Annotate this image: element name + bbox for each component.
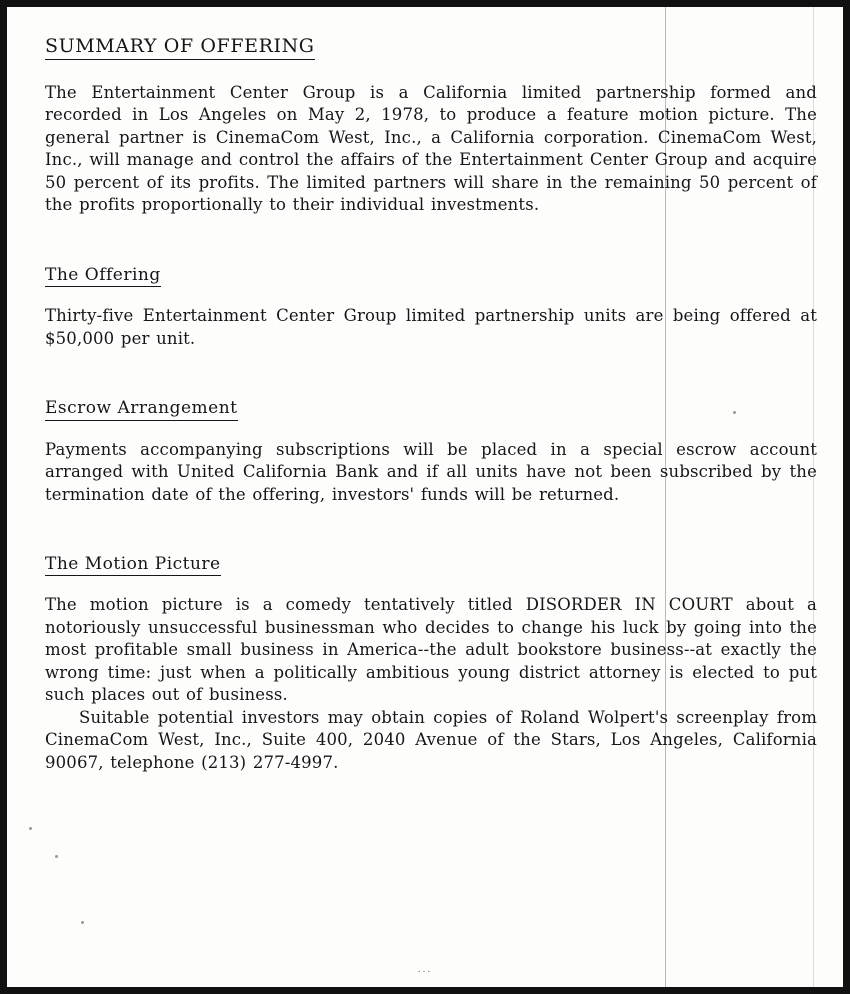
page-title: SUMMARY OF OFFERING: [45, 35, 315, 60]
section-gap: [45, 380, 817, 398]
footer-marker: ...: [417, 963, 433, 975]
paper-speck: [29, 827, 32, 830]
paper-speck: [55, 855, 58, 858]
section-summary-of-offering: [45, 35, 817, 217]
paragraph: Suitable potential investors may obtain copies of Roland Wolpert's screenplay from CinemaCom West, Inc., Suite 400, 2040 Avenue of the Stars, Los Angeles, California 90067, telephone (213) 277-4997.: [45, 707, 817, 772]
section-the-motion-picture: [45, 554, 817, 774]
paper-sheet: [7, 7, 843, 987]
section-the-offering: [45, 265, 817, 350]
document-body: [45, 35, 817, 804]
section-heading-the-motion-picture: The Motion Picture: [45, 554, 221, 576]
paragraph: The motion picture is a comedy tentatively titled DISORDER IN COURT about a notoriously unsuccessful businessman who decides to change his luck by going into the most profitable small business in America--the adult bookstore business--at exactly the wrong time: just when a politically ambitious young district attorney is elected to put such places out of business.: [45, 595, 817, 705]
section-escrow-arrangement: [45, 398, 817, 506]
section-gap: [45, 247, 817, 265]
paper-speck: [81, 921, 84, 924]
paragraph: Thirty-five Entertainment Center Group limited partnership units are being offered at $50,000 per unit.: [45, 306, 817, 348]
paragraph: The Entertainment Center Group is a California limited partnership formed and recorded in Los Angeles on May 2, 1978, to produce a feature motion picture. The general partner is CinemaCom West, Inc., a California corporation. CinemaCom West, Inc., will manage and control the affairs of the Entertainment Center Group and acquire 50 percent of its profits. The limited partners will share in the remaining 50 percent of the profits proportionally to their individual investments.: [45, 82, 817, 215]
section-heading-the-offering: The Offering: [45, 265, 161, 287]
section-heading-escrow-arrangement: Escrow Arrangement: [45, 398, 238, 420]
section-gap: [45, 536, 817, 554]
paragraph: Payments accompanying subscriptions will be placed in a special escrow account arranged with United California Bank and if all units have not been subscribed by the termination date of the offering, investors' funds will be returned.: [45, 439, 817, 504]
